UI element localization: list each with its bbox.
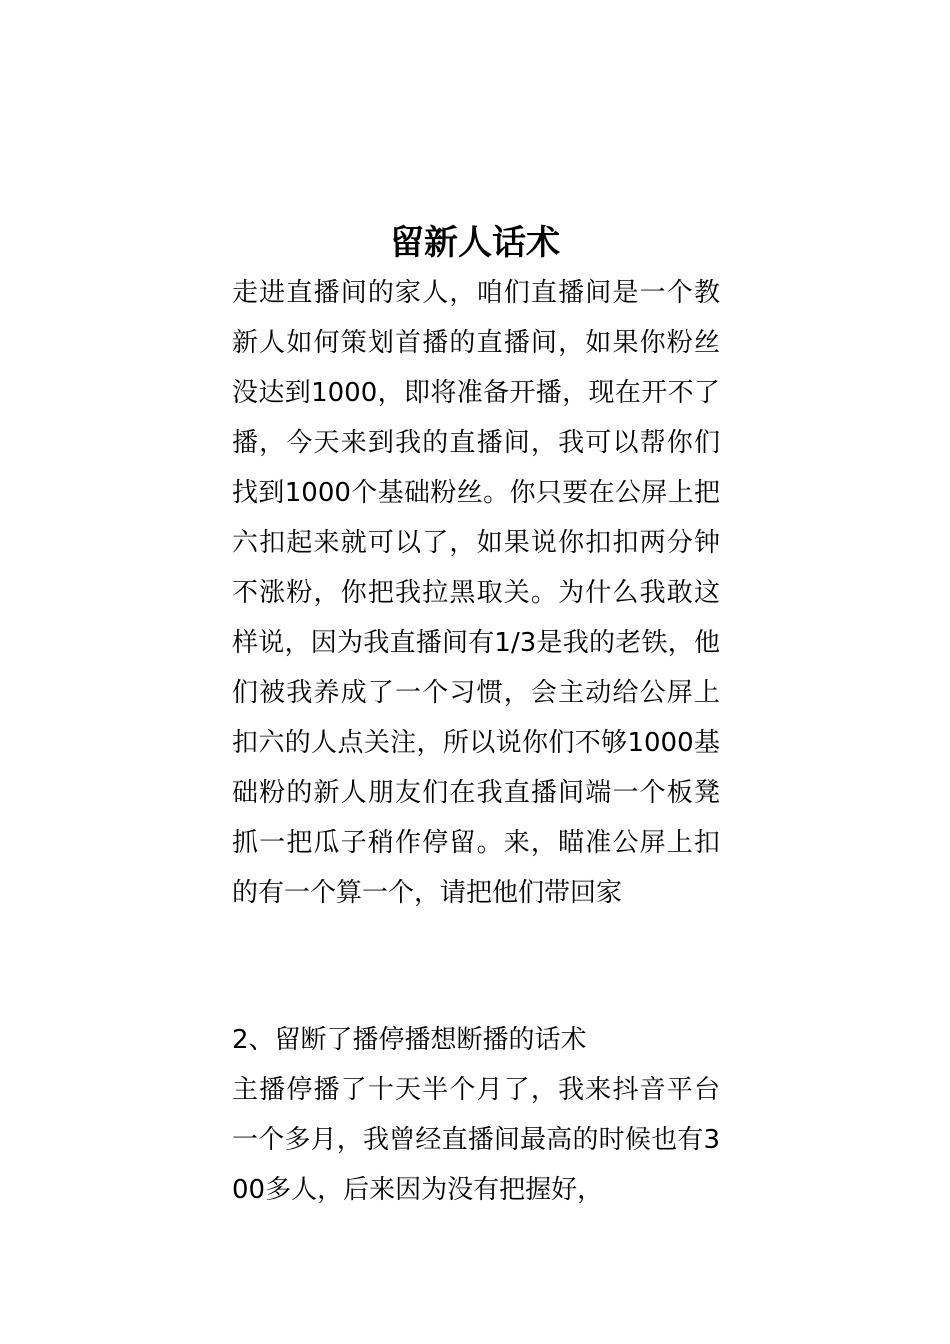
document-title: 留新人话术 — [390, 223, 560, 263]
paragraph-1: 走进直播间的家人，咱们直播间是一个教新人如何策划首播的直播间，如果你粉丝没达到1000，即将准备开播，现在开不了播，今天来到我的直播间，我可以帮你们找到1000个基础粉丝。你只要在公屏上把六扣起来就可以了，如果说你扣扣两分钟不涨粉，你把我拉黑取关。为什么我敢这样说，因为我直播间有1/3是我的老铁，他们被我养成了一个习惯，会主动给公屏上扣六的人点关注，所以说你们不够1000基础粉的新人朋友们在我直播间端一个板凳抓一把瓜子稍作停留。来，瞄准公屏上扣的有一个算一个，请把他们带回家 — [232, 278, 720, 908]
section-2-heading: 2、留断了播停播想断播的话术 — [232, 1025, 587, 1055]
paragraph-2: 主播停播了十天半个月了，我来抖音平台一个多月，我曾经直播间最高的时候也有300多人，后来因为没有把握好， — [232, 1075, 720, 1205]
